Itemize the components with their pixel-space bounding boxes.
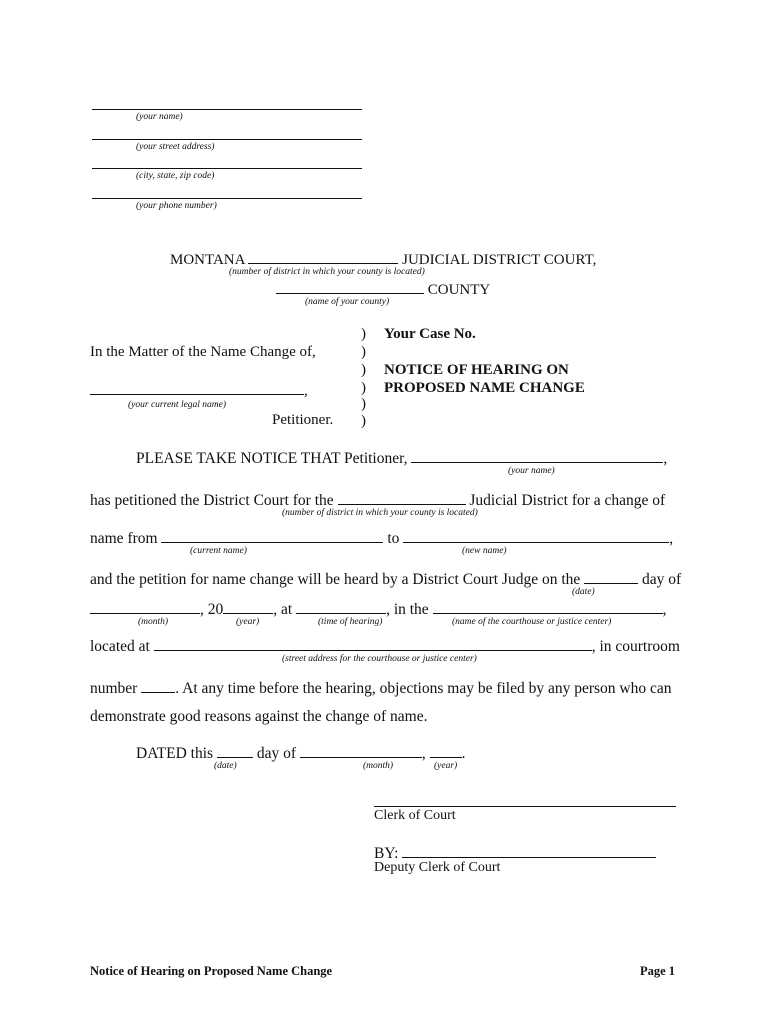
notice-text: has petitioned the District Court for the	[90, 492, 334, 509]
court-name: JUDICIAL DISTRICT COURT,	[402, 252, 597, 268]
notice-text: number	[90, 680, 138, 697]
case-number-label: Your Case No.	[384, 326, 476, 342]
notice-line-4	[90, 569, 681, 589]
notice-line-5	[90, 599, 666, 619]
hearing-date-field[interactable]	[584, 569, 638, 584]
notice-text: , at	[273, 601, 293, 618]
phone-caption: (your phone number)	[136, 201, 217, 211]
clerk-label: Clerk of Court	[374, 808, 456, 823]
legal-name-field[interactable]	[90, 380, 304, 395]
dated-year-caption: (year)	[434, 761, 458, 771]
caption-paren: )	[361, 362, 366, 378]
notice-line-2	[90, 490, 665, 510]
notice-text: , 20	[200, 601, 224, 618]
dated-month-caption: (month)	[363, 761, 394, 771]
notice-text: and the petition for name change will be heard by a District Court Judge on the	[90, 571, 581, 588]
date-caption: (date)	[572, 587, 595, 597]
notice-text: to	[387, 530, 400, 547]
caption-paren: )	[361, 380, 366, 396]
county-heading	[276, 279, 490, 299]
notice-text: day of	[642, 571, 682, 588]
street-address-caption: (street address for the courthouse or justice center)	[282, 654, 477, 664]
county-caption: (name of your county)	[305, 297, 390, 307]
dated-text: DATED this	[136, 745, 214, 762]
dated-line	[136, 743, 466, 763]
notice-line-3	[90, 528, 673, 548]
notice-text: . At any time before the hearing, objections may be filed by any person who can	[175, 680, 672, 697]
name-caption: (your name)	[136, 112, 183, 122]
notice-text: Judicial District for a change of	[469, 492, 666, 509]
phone-line[interactable]	[92, 198, 362, 199]
notice-line-7	[90, 678, 672, 698]
district-caption: (number of district in which your county is located)	[229, 267, 425, 277]
month-caption: (month)	[138, 617, 169, 627]
comma: ,	[663, 450, 668, 467]
street-line[interactable]	[92, 139, 362, 140]
dated-month-field[interactable]	[300, 743, 422, 758]
street-caption: (your street address)	[136, 142, 215, 152]
district-number-field-2[interactable]	[338, 490, 466, 505]
comma: ,	[304, 383, 308, 399]
by-label: BY:	[374, 845, 399, 862]
caption-paren: )	[361, 396, 366, 412]
district-caption-2: (number of district in which your county is located)	[282, 508, 478, 518]
dated-text: day of	[256, 745, 296, 762]
hearing-year-field[interactable]	[223, 599, 273, 614]
state-label: MONTANA	[170, 252, 245, 268]
deputy-signature-line[interactable]	[402, 843, 656, 858]
county-field[interactable]	[276, 279, 424, 294]
deputy-clerk-label: Deputy Clerk of Court	[374, 860, 501, 875]
notice-text: , in courtroom	[591, 638, 680, 655]
notice-text: located at	[90, 638, 150, 655]
current-name-field[interactable]	[161, 528, 383, 543]
new-name-field[interactable]	[403, 528, 669, 543]
matter-label: In the Matter of the Name Change of,	[90, 344, 316, 360]
your-name-caption: (your name)	[508, 466, 555, 476]
dated-year-field[interactable]	[430, 743, 462, 758]
comma: ,	[669, 530, 674, 547]
courthouse-name-field[interactable]	[433, 599, 663, 614]
notice-text: name from	[90, 530, 158, 547]
current-name-caption: (current name)	[190, 546, 247, 556]
courthouse-address-field[interactable]	[154, 636, 592, 651]
time-caption: (time of hearing)	[318, 617, 383, 627]
legal-name-row	[90, 380, 308, 400]
caption-paren: )	[361, 413, 366, 429]
notice-line-1	[136, 448, 667, 468]
courtroom-number-field[interactable]	[141, 678, 175, 693]
court-heading	[170, 249, 596, 269]
county-label: COUNTY	[427, 282, 491, 298]
petitioner-label: Petitioner.	[272, 412, 334, 428]
hearing-month-field[interactable]	[90, 599, 200, 614]
year-caption: (year)	[236, 617, 260, 627]
city-caption: (city, state, zip code)	[136, 171, 215, 181]
caption-paren: )	[361, 344, 366, 360]
city-line[interactable]	[92, 168, 362, 169]
notice-text: PLEASE TAKE NOTICE THAT Petitioner,	[136, 450, 408, 467]
caption-paren: )	[361, 326, 366, 342]
comma: ,	[421, 745, 426, 762]
clerk-signature-line[interactable]	[374, 806, 676, 807]
legal-name-caption: (your current legal name)	[128, 400, 227, 410]
comma: ,	[662, 601, 667, 618]
footer-title: Notice of Hearing on Proposed Name Change	[90, 964, 333, 978]
notice-line-8: demonstrate good reasons against the change of name.	[90, 708, 428, 725]
hearing-time-field[interactable]	[296, 599, 386, 614]
petitioner-name-field[interactable]	[411, 448, 663, 463]
document-title-line2: PROPOSED NAME CHANGE	[384, 380, 585, 396]
document-title-line1: NOTICE OF HEARING ON	[384, 362, 569, 378]
name-line[interactable]	[92, 109, 362, 110]
dated-day-field[interactable]	[217, 743, 253, 758]
new-name-caption: (new name)	[462, 546, 507, 556]
courthouse-caption: (name of the courthouse or justice center)	[452, 617, 612, 627]
period: .	[461, 745, 466, 762]
district-number-field[interactable]	[248, 249, 398, 264]
dated-date-caption: (date)	[214, 761, 237, 771]
notice-line-6	[90, 636, 680, 656]
notice-text: , in the	[386, 601, 429, 618]
page-number: Page 1	[640, 964, 676, 978]
